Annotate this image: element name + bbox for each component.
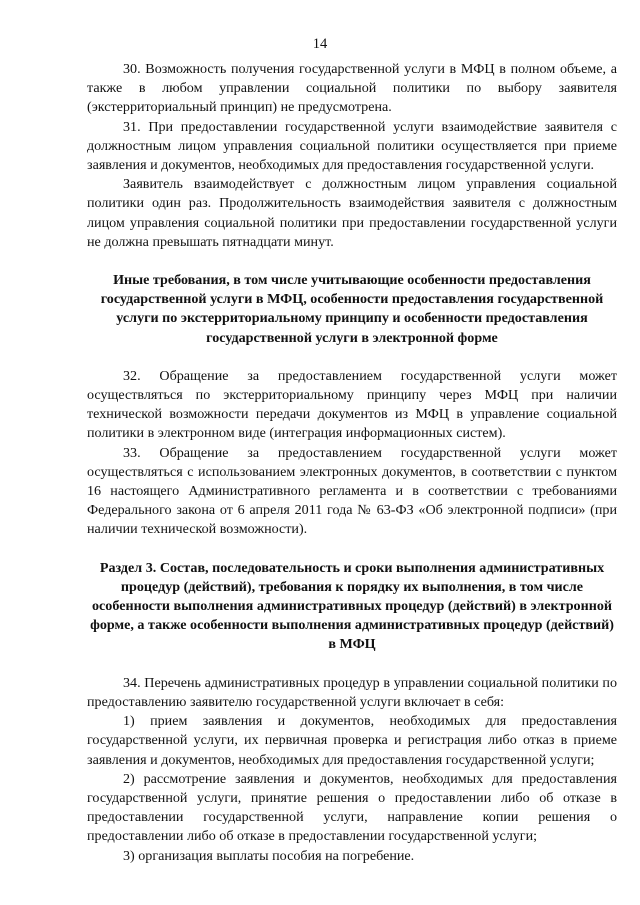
spacer: [87, 348, 617, 367]
spacer: [87, 540, 617, 559]
section-heading-razdel-3: Раздел 3. Состав, последовательность и сроки выполнения административных процедур (действий), требования к порядку их выполнения, в том числе особенности выполнения административных процедур (действий) в электронной форме, а также особенности выполнения административных процедур (действий) в МФЦ: [90, 559, 614, 653]
list-item-3: 3) организация выплаты пособия на погребение.: [123, 847, 415, 864]
list-item-1: 1) прием заявления и документов, необходимых для предоставления государственной услуги, их первичная проверка и регистрация либо отказ в приеме заявления и документов, необходимых для предоставления государственной услуги;: [87, 713, 617, 768]
paragraph-33: 33. Обращение за предоставлением государственной услуги может осуществляться с использованием электронных документов, в соответствии с пунктом 16 настоящего Административного регламента и в соответствии с требованиями Федерального закона от 6 апреля 2011 года № 63-ФЗ «Об электронной подписи» (при наличии технической возможности).: [87, 444, 617, 538]
paragraph-34: 34. Перечень административных процедур в управлении социальной политики по предоставлению заявителю государственной услуги включает в себя:: [87, 674, 617, 710]
section-heading-other-requirements: Иные требования, в том числе учитывающие особенности предоставления государственной услуги в МФЦ, особенности предоставления государственной услуги по экстерриториальному принципу и особенности предоставления государственной услуги в электронной форме: [100, 272, 604, 346]
document-body: [87, 60, 617, 866]
spacer: [87, 655, 617, 674]
paragraph-32: 32. Обращение за предоставлением государственной услуги может осуществляться по экстерриториальному принципу через МФЦ при наличии технической возможности передачи документов из МФЦ в управление социальной политики в электронном виде (интеграция информационных систем).: [87, 367, 617, 442]
list-item-2: 2) рассмотрение заявления и документов, необходимых для предоставления государственной услуги, принятие решения о предоставлении либо об отказе в предоставлении государственной услуги, направление копии решения о предоставлении либо об отказе в предоставлении государственной услуги;: [87, 770, 617, 845]
page-number: 14: [312, 36, 328, 52]
spacer: [87, 252, 617, 271]
paragraph-interaction: Заявитель взаимодействует с должностным лицом управления социальной политики один раз. Продолжительность взаимодействия заявителя с должностным лицом управления социальной политики при предоставлении государственной услуги не должна превышать пятнадцати минут.: [87, 176, 617, 250]
paragraph-31: 31. При предоставлении государственной услуги взаимодействие заявителя с должностным лицом управления социальной политики осуществляется при приеме заявления и документов, необходимых для предоставления государственной услуги.: [87, 118, 617, 174]
paragraph-30: 30. Возможность получения государственной услуги в МФЦ в полном объеме, а также в любом управлении социальной политики по выбору заявителя (экстерриториальный принцип) не предусмотрена.: [87, 61, 617, 116]
